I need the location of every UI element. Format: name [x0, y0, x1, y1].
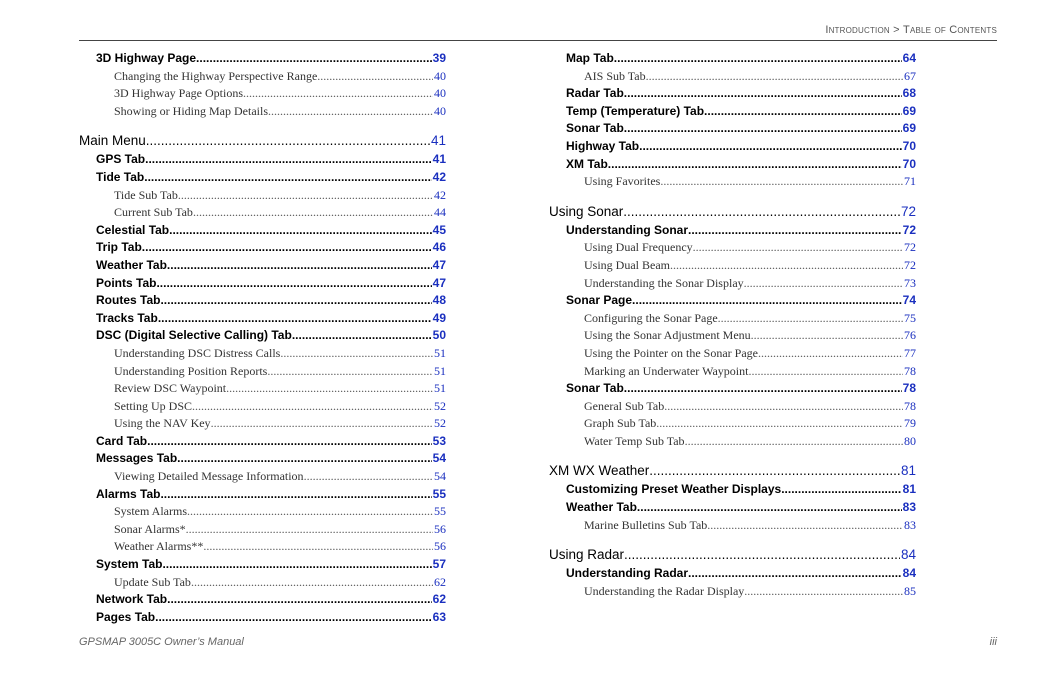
dot-leader: [292, 327, 432, 345]
toc-entry-title: 3D Highway Page: [96, 51, 197, 65]
toc-entry-title: Understanding Radar: [566, 566, 689, 581]
toc-page-link[interactable]: 63: [432, 609, 446, 624]
toc-section-entry[interactable]: [79, 275, 446, 293]
toc-entry-title: Understanding Sonar: [566, 222, 689, 237]
toc-subsection-entry[interactable]: [549, 327, 916, 345]
toc-section-entry[interactable]: [79, 609, 446, 627]
toc-entry-title: Setting Up DSC: [114, 398, 193, 413]
toc-page-link[interactable]: 44: [434, 205, 446, 220]
dot-leader: [158, 310, 432, 328]
toc-page-link[interactable]: 78: [902, 381, 916, 396]
toc-entry-title: Pages Tab: [96, 609, 156, 624]
toc-subsection-entry[interactable]: [79, 398, 446, 416]
toc-page-link[interactable]: 69: [902, 121, 916, 136]
dot-leader: [178, 187, 433, 205]
toc-entry-title: GPS Tab: [96, 152, 146, 167]
toc-page-link[interactable]: 69: [902, 103, 916, 118]
toc-chapter-entry[interactable]: [549, 202, 916, 222]
toc-page-link[interactable]: 72: [900, 203, 916, 219]
footer-manual-title: GPSMAP 3005C Owner’s Manual: [79, 636, 244, 648]
dot-leader: [632, 292, 902, 310]
toc-subsection-entry[interactable]: [549, 68, 916, 86]
toc-entry-title: Tracks Tab: [96, 310, 158, 325]
toc-entry-title: Weather Tab: [96, 257, 167, 272]
dot-leader: [142, 239, 432, 257]
toc-chapter-entry[interactable]: [549, 461, 916, 481]
toc-entry-title: Temp (Temperature) Tab: [566, 103, 705, 118]
toc-page-link[interactable]: 40: [434, 86, 446, 101]
toc-section-entry[interactable]: [79, 151, 446, 169]
toc-section-entry[interactable]: [79, 433, 446, 451]
dot-leader: [624, 380, 902, 398]
toc-entry-title: XM WX Weather: [549, 463, 650, 479]
toc-page-link[interactable]: 80: [904, 433, 916, 448]
toc-page-link[interactable]: 40: [434, 68, 446, 83]
toc-entry-title: Configuring the Sonar Page: [584, 310, 718, 325]
dot-leader: [268, 103, 433, 121]
toc-entry-title: Current Sub Tab: [114, 205, 193, 220]
toc-entry-title: Marking an Underwater Waypoint: [584, 363, 749, 378]
toc-entry-title: General Sub Tab: [584, 398, 665, 413]
running-header: [825, 24, 997, 36]
toc-entry-title: Understanding Position Reports: [114, 363, 268, 378]
toc-entry-title: Understanding DSC Distress Calls: [114, 345, 281, 360]
toc-left-column: [79, 50, 446, 626]
dot-leader: [304, 468, 433, 486]
dot-leader: [167, 257, 432, 275]
header-separator: >: [893, 24, 900, 36]
dot-leader: [656, 415, 903, 433]
toc-section-entry[interactable]: [79, 50, 446, 68]
dot-leader: [623, 202, 900, 222]
dot-leader: [187, 503, 433, 521]
dot-leader: [639, 138, 902, 156]
toc-entry-title: Tide Sub Tab: [114, 187, 178, 202]
toc-page-link[interactable]: 51: [434, 381, 446, 396]
toc-entry-title: Understanding the Radar Display: [584, 583, 745, 598]
toc-subsection-entry[interactable]: [79, 68, 446, 86]
toc-section-entry[interactable]: [549, 222, 916, 240]
toc-entry-title: Using Radar: [549, 547, 625, 563]
toc-entry-title: Map Tab: [566, 51, 614, 65]
toc-page-link[interactable]: 81: [900, 463, 916, 479]
toc-page-link[interactable]: 78: [904, 398, 916, 413]
toc-subsection-entry[interactable]: [549, 310, 916, 328]
toc-section-entry[interactable]: [549, 292, 916, 310]
toc-entry-title: Card Tab: [96, 433, 148, 448]
toc-page-link[interactable]: 85: [904, 583, 916, 598]
section-gap: [549, 450, 916, 458]
toc-subsection-entry[interactable]: [549, 517, 916, 535]
dot-leader: [203, 538, 433, 556]
toc-section-entry[interactable]: [79, 327, 446, 345]
dot-leader: [688, 222, 902, 240]
dot-leader: [160, 292, 431, 310]
toc-subsection-entry[interactable]: [79, 103, 446, 121]
dot-leader: [144, 169, 431, 187]
toc-section-entry[interactable]: [549, 565, 916, 583]
dot-leader: [744, 583, 903, 601]
toc-page-link[interactable]: 41: [432, 152, 446, 167]
toc-page-link[interactable]: 76: [904, 328, 916, 343]
dot-leader: [624, 85, 902, 103]
dot-leader: [167, 591, 432, 609]
toc-entry-title: Understanding the Sonar Display: [584, 275, 744, 290]
dot-leader: [781, 481, 901, 499]
toc-page-link[interactable]: 70: [902, 156, 916, 171]
dot-leader: [160, 486, 431, 504]
dot-leader: [145, 151, 432, 169]
toc-section-entry[interactable]: [549, 50, 916, 68]
toc-page-link[interactable]: 54: [432, 451, 446, 466]
toc-section-entry[interactable]: [549, 499, 916, 517]
dot-leader: [177, 450, 431, 468]
toc-entry-title: Radar Tab: [566, 86, 624, 101]
toc-page-link[interactable]: 83: [902, 500, 916, 515]
toc-section-entry[interactable]: [79, 310, 446, 328]
toc-entry-title: Marine Bulletins Sub Tab: [584, 517, 708, 532]
toc-section-entry[interactable]: [79, 486, 446, 504]
toc-entry-title: Sonar Tab: [566, 381, 624, 396]
dot-leader: [280, 345, 433, 363]
toc-page-link[interactable]: 42: [432, 169, 446, 184]
dot-leader: [146, 131, 430, 151]
dot-leader: [646, 68, 903, 86]
toc-entry-title: Using Favorites: [584, 174, 661, 189]
toc-section-entry[interactable]: [79, 169, 446, 187]
toc-page-link[interactable]: 48: [432, 293, 446, 308]
toc-section-entry[interactable]: [79, 292, 446, 310]
toc-page-link[interactable]: 72: [902, 222, 916, 237]
toc-page-link[interactable]: 55: [432, 486, 446, 501]
dot-leader: [162, 556, 431, 574]
dot-leader: [226, 380, 433, 398]
dot-leader: [693, 239, 903, 257]
toc-section-entry[interactable]: [79, 591, 446, 609]
toc-entry-title: Changing the Highway Perspective Range: [114, 68, 318, 83]
toc-entry-title: 3D Highway Page Options: [114, 86, 243, 101]
dot-leader: [649, 461, 900, 481]
dot-leader: [608, 156, 902, 174]
toc-entry-title: Weather Tab: [566, 500, 637, 515]
toc-entry-title: Showing or Hiding Map Details: [114, 103, 268, 118]
dot-leader: [624, 545, 900, 565]
toc-entry-title: XM Tab: [566, 156, 608, 171]
dot-leader: [660, 173, 903, 191]
toc-page-link[interactable]: 81: [902, 482, 916, 497]
toc-section-entry[interactable]: [549, 85, 916, 103]
toc-entry-title: Routes Tab: [96, 293, 161, 308]
toc-section-entry[interactable]: [79, 222, 446, 240]
toc-page-link[interactable]: 72: [904, 257, 916, 272]
toc-entry-title: Sonar Alarms*: [114, 521, 186, 536]
toc-subsection-entry[interactable]: [549, 239, 916, 257]
toc-page-link[interactable]: 52: [434, 398, 446, 413]
toc-entry-title: Using the NAV Key: [114, 416, 211, 431]
dot-leader: [267, 363, 433, 381]
toc-page-link[interactable]: 78: [904, 363, 916, 378]
toc-page-link[interactable]: 49: [432, 310, 446, 325]
toc-section-entry[interactable]: [79, 257, 446, 275]
toc-section-entry[interactable]: [549, 138, 916, 156]
toc-entry-title: AIS Sub Tab: [584, 68, 646, 83]
dot-leader: [196, 50, 432, 68]
toc-section-entry[interactable]: [79, 450, 446, 468]
toc-page-link[interactable]: 51: [434, 363, 446, 378]
toc-page-link[interactable]: 68: [902, 86, 916, 101]
toc-entry-title: Celestial Tab: [96, 222, 170, 237]
dot-leader: [688, 565, 902, 583]
toc-page-link[interactable]: 39: [432, 51, 446, 65]
dot-leader: [718, 310, 903, 328]
dot-leader: [685, 433, 903, 451]
dot-leader: [211, 415, 433, 433]
dot-leader: [707, 517, 903, 535]
dot-leader: [192, 398, 433, 416]
dot-leader: [147, 433, 432, 451]
toc-right-column: [549, 50, 916, 600]
toc-page-link[interactable]: 73: [904, 275, 916, 290]
toc-entry-title: Review DSC Waypoint: [114, 381, 227, 396]
dot-leader: [670, 257, 903, 275]
toc-subsection-entry[interactable]: [79, 204, 446, 222]
toc-subsection-entry[interactable]: [79, 521, 446, 539]
dot-leader: [758, 345, 903, 363]
toc-page-link[interactable]: 40: [434, 103, 446, 118]
toc-chapter-entry[interactable]: [549, 545, 916, 565]
toc-subsection-entry[interactable]: [79, 503, 446, 521]
toc-section-entry[interactable]: [79, 239, 446, 257]
toc-page-link[interactable]: 47: [432, 257, 446, 272]
toc-page-link[interactable]: 45: [432, 222, 446, 237]
toc-subsection-entry[interactable]: [79, 415, 446, 433]
toc-entry-title: Sonar Tab: [566, 121, 624, 136]
toc-subsection-entry[interactable]: [549, 583, 916, 601]
toc-page-link[interactable]: 62: [432, 592, 446, 607]
toc-subsection-entry[interactable]: [549, 345, 916, 363]
toc-entry-title: Graph Sub Tab: [584, 416, 657, 431]
toc-subsection-entry[interactable]: [549, 398, 916, 416]
section-gap: [549, 534, 916, 542]
dot-leader: [169, 222, 432, 240]
toc-page-link[interactable]: 41: [430, 133, 446, 149]
dot-leader: [664, 398, 903, 416]
toc-entry-title: Messages Tab: [96, 451, 178, 466]
dot-leader: [317, 68, 433, 86]
toc-entry-title: Using the Sonar Adjustment Menu: [584, 328, 751, 343]
toc-entry-title: Using Dual Beam: [584, 257, 670, 272]
toc-page-link[interactable]: 72: [904, 240, 916, 255]
toc-page-link[interactable]: 53: [432, 433, 446, 448]
toc-subsection-entry[interactable]: [79, 363, 446, 381]
toc-subsection-entry[interactable]: [79, 85, 446, 103]
toc-page-link[interactable]: 56: [434, 521, 446, 536]
toc-entry-title: Tide Tab: [96, 169, 145, 184]
toc-page-link[interactable]: 51: [434, 345, 446, 360]
toc-entry-title: Sonar Page: [566, 293, 633, 308]
dot-leader: [704, 103, 902, 121]
toc-section-entry[interactable]: [549, 103, 916, 121]
toc-entry-title: Alarms Tab: [96, 486, 161, 501]
toc-section-entry[interactable]: [79, 556, 446, 574]
toc-entry-title: Update Sub Tab: [114, 574, 191, 589]
dot-leader: [193, 204, 433, 222]
toc-page-link[interactable]: 42: [434, 187, 446, 202]
dot-leader: [751, 327, 903, 345]
toc-section-entry[interactable]: [549, 156, 916, 174]
toc-page-link[interactable]: 84: [900, 547, 916, 563]
toc-page-link[interactable]: 74: [902, 293, 916, 308]
toc-page-link[interactable]: 75: [904, 310, 916, 325]
toc-subsection-entry[interactable]: [549, 415, 916, 433]
toc-entry-title: Network Tab: [96, 592, 168, 607]
dot-leader: [624, 120, 902, 138]
toc-page-link[interactable]: 67: [904, 68, 916, 83]
dot-leader: [155, 609, 432, 627]
toc-chapter-entry[interactable]: [79, 131, 446, 151]
dot-leader: [191, 574, 433, 592]
toc-page-link[interactable]: 84: [902, 566, 916, 581]
toc-subsection-entry[interactable]: [549, 433, 916, 451]
toc-page-link[interactable]: 77: [904, 345, 916, 360]
toc-subsection-entry[interactable]: [549, 363, 916, 381]
toc-entry-title: Using the Pointer on the Sonar Page: [584, 345, 758, 360]
header-rule: [79, 40, 997, 41]
toc-section-entry[interactable]: [549, 380, 916, 398]
toc-subsection-entry[interactable]: [79, 468, 446, 486]
toc-entry-title: Highway Tab: [566, 138, 640, 153]
toc-page-link[interactable]: 70: [902, 138, 916, 153]
toc-entry-title: Trip Tab: [96, 240, 142, 255]
toc-page-link[interactable]: 64: [902, 51, 916, 65]
section-gap: [79, 120, 446, 128]
dot-leader: [748, 363, 903, 381]
toc-page-link[interactable]: 71: [904, 174, 916, 189]
toc-page-link[interactable]: 55: [434, 504, 446, 519]
toc-subsection-entry[interactable]: [79, 345, 446, 363]
dot-leader: [637, 499, 902, 517]
toc-entry-title: Water Temp Sub Tab: [584, 433, 685, 448]
toc-page-link[interactable]: 56: [434, 539, 446, 554]
section-gap: [549, 191, 916, 199]
toc-entry-title: DSC (Digital Selective Calling) Tab: [96, 328, 292, 343]
toc-section-entry[interactable]: [549, 120, 916, 138]
toc-page-link[interactable]: 50: [432, 328, 446, 343]
header-title: Table of Contents: [903, 24, 997, 36]
dot-leader: [614, 50, 902, 68]
toc-page-link[interactable]: 54: [434, 469, 446, 484]
toc-section-entry[interactable]: [549, 481, 916, 499]
toc-entry-title: Customizing Preset Weather Displays: [566, 482, 782, 497]
toc-page-link[interactable]: 47: [432, 275, 446, 290]
toc-page-link[interactable]: 52: [434, 416, 446, 431]
toc-subsection-entry[interactable]: [549, 275, 916, 293]
toc-entry-title: Main Menu: [79, 133, 146, 149]
toc-page-link[interactable]: 83: [904, 517, 916, 532]
toc-page-link[interactable]: 79: [904, 416, 916, 431]
footer-page-number: iii: [989, 636, 997, 648]
header-section: Introduction: [825, 24, 890, 36]
toc-subsection-entry[interactable]: [79, 574, 446, 592]
toc-entry-title: System Tab: [96, 557, 163, 572]
dot-leader: [156, 275, 431, 293]
toc-entry-title: Points Tab: [96, 275, 157, 290]
toc-entry-title: Viewing Detailed Message Information: [114, 469, 304, 484]
toc-entry-title: System Alarms: [114, 504, 188, 519]
toc-subsection-entry[interactable]: [549, 257, 916, 275]
toc-subsection-entry[interactable]: [549, 173, 916, 191]
toc-subsection-entry[interactable]: [79, 380, 446, 398]
toc-page-link[interactable]: 57: [432, 557, 446, 572]
dot-leader: [243, 85, 433, 103]
dot-leader: [186, 521, 433, 539]
toc-page-link[interactable]: 62: [434, 574, 446, 589]
toc-entry-title: Using Dual Frequency: [584, 240, 693, 255]
toc-entry-title: Using Sonar: [549, 203, 624, 219]
toc-entry-title: Weather Alarms**: [114, 539, 204, 554]
toc-subsection-entry[interactable]: [79, 538, 446, 556]
dot-leader: [744, 275, 903, 293]
toc-page-link[interactable]: 46: [432, 240, 446, 255]
toc-subsection-entry[interactable]: [79, 187, 446, 205]
